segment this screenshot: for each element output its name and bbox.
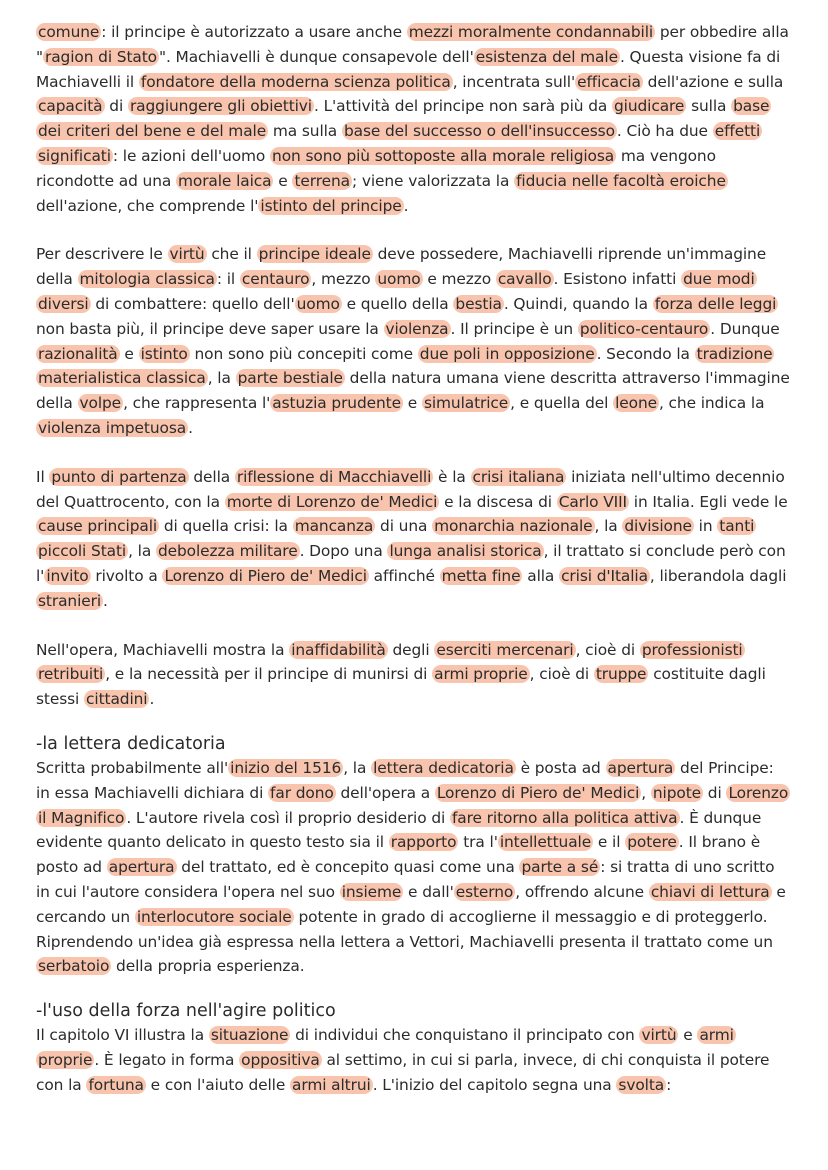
text-run: e il [593, 833, 626, 852]
text-run: , mezzo [311, 270, 376, 289]
highlighted-text: Carlo VIII [558, 492, 628, 511]
text-run: , la [594, 517, 623, 536]
highlighted-text: non sono più sottoposte alla morale religiosa [272, 146, 615, 165]
highlighted-text: due modi diversi [38, 270, 755, 313]
highlighted-text: cavallo [497, 270, 552, 289]
text-run: e [402, 394, 422, 413]
text-run: , offrendo alcune [515, 882, 649, 901]
text-run: potente in grado di accoglierne il messaggio e di proteggerlo. Riprendendo un'idea già espressa nella lettera a Vettori, Machiavelli presenta il trattato come un [36, 907, 773, 951]
highlighted-text: situazione [210, 1026, 289, 1045]
highlighted-text: fondatore della moderna scienza politica [140, 72, 451, 91]
text-run: e quello della [341, 294, 454, 313]
text-run: ". Machiavelli è dunque consapevole dell' [158, 47, 474, 66]
text-run: : [666, 1075, 672, 1094]
highlighted-text: effetti significati [38, 122, 761, 165]
text-run: Il capitolo VI illustra la [36, 1026, 209, 1045]
highlighted-text: monarchia nazionale [434, 517, 593, 536]
text-run: . [403, 196, 409, 215]
text-run: della natura umana viene descritta attraverso l'immagine della [36, 369, 790, 413]
text-run: e mezzo [422, 270, 496, 289]
highlighted-text: leone [615, 394, 657, 413]
text-run: sulla [686, 97, 732, 116]
text-run: . Questa visione fa di Machiavelli il [36, 47, 781, 91]
highlighted-text: serbatoio [38, 957, 110, 976]
text-run: ; viene valorizzata la [351, 171, 515, 190]
text-run: non sono più concepiti come [189, 344, 418, 363]
highlighted-text: invito [46, 566, 89, 585]
text-run: , e la necessità per il principe di munirsi di [105, 665, 433, 684]
highlighted-text: riflessione di Macchiavelli [236, 467, 432, 486]
text-run: del trattato, ed è concepito quasi come una [176, 858, 520, 877]
text-run: di [703, 783, 727, 802]
text-run: Il [36, 467, 50, 486]
highlighted-text: istinto del principe [260, 196, 402, 215]
highlighted-text: simulatrice [423, 394, 509, 413]
text-run: . L'inizio del capitolo segna una [372, 1075, 617, 1094]
text-run: ma vengono ricondotte ad una [36, 146, 716, 190]
text-run: e cercando un [36, 882, 786, 926]
text-run: . È legato in forma [94, 1050, 240, 1069]
text-run: e la discesa di [439, 492, 557, 511]
highlighted-text: parte a sé [521, 858, 599, 877]
highlighted-text: virtù [169, 245, 205, 264]
highlighted-text: apertura [607, 758, 674, 777]
text-run: iniziata nell'ultimo decennio del Quattrocento, con la [36, 467, 785, 511]
text-run: di [104, 97, 128, 116]
highlighted-text: uomo [296, 294, 340, 313]
highlighted-text: uomo [377, 270, 421, 289]
highlighted-text: Lorenzo di Piero de' Medici [436, 783, 640, 802]
highlighted-text: morte di Lorenzo de' Medici [226, 492, 438, 511]
highlighted-text: cause principali [38, 517, 158, 536]
highlighted-text: bestia [455, 294, 502, 313]
highlighted-text: lettera dedicatoria [373, 758, 514, 777]
text-run: . Quindi, quando la [503, 294, 653, 313]
highlighted-text: divisione [624, 517, 692, 536]
text-run: è posta ad [515, 758, 606, 777]
highlighted-text: esterno [455, 882, 514, 901]
text-run: è la [433, 467, 471, 486]
highlighted-text: tanti piccoli Stati [38, 517, 755, 561]
highlighted-text: base del successo o dell'insuccesso [343, 122, 615, 141]
text-run: . È dunque evidente quanto delicato in questo testo sia il [36, 808, 762, 852]
highlighted-text: giudicare [614, 97, 685, 116]
highlighted-text: professionisti retribuiti [38, 640, 743, 684]
highlighted-text: tradizione materialistica classica [38, 344, 773, 388]
text-run: : le azioni dell'uomo [112, 146, 271, 165]
highlighted-text: terrena [294, 171, 350, 190]
text-run: non basta più, il principe deve saper usare la [36, 319, 384, 338]
highlighted-text: politico-centauro [579, 319, 709, 338]
highlighted-text: istinto [140, 344, 188, 363]
highlighted-text: inaffidabilità [291, 640, 386, 659]
text-run: Nell'opera, Machiavelli mostra la [36, 640, 290, 659]
text-run: deve possedere, Machiavelli riprende un'immagine della [36, 245, 767, 289]
text-run: che il [206, 245, 257, 264]
highlighted-text: debolezza militare [157, 542, 298, 561]
highlighted-text: crisi d'Italia [561, 566, 648, 585]
highlighted-text: insieme [341, 882, 402, 901]
highlighted-text: intellettuale [499, 833, 592, 852]
highlighted-text: astuzia prudente [272, 394, 401, 413]
highlighted-text: cittadini [86, 690, 148, 709]
highlighted-text: potere [627, 833, 677, 852]
highlighted-text: virtù [641, 1026, 677, 1045]
paragraph [36, 1023, 790, 1097]
text-run: e [273, 171, 293, 190]
text-run: , la [207, 369, 236, 388]
highlighted-text: forza delle leggi [654, 294, 777, 313]
highlighted-text: razionalità [38, 344, 118, 363]
text-run: della propria esperienza. [111, 957, 305, 976]
highlighted-text: efficacia [577, 72, 641, 91]
text-run: degli [387, 640, 435, 659]
text-run: per obbedire alla " [36, 23, 789, 66]
highlighted-text: volpe [79, 394, 122, 413]
highlighted-text: mitologia classica [79, 270, 215, 289]
text-run: , che indica la [658, 394, 765, 413]
highlighted-text: apertura [108, 858, 175, 877]
highlighted-text: morale laica [177, 171, 272, 190]
text-run: ma sulla [268, 122, 342, 141]
highlighted-text: fare ritorno alla politica attiva [451, 808, 678, 827]
text-run: , [641, 783, 651, 802]
text-run: , la [343, 758, 372, 777]
text-run: . [149, 690, 155, 709]
text-run: , che rappresenta l' [123, 394, 271, 413]
text-run: Per descrivere le [36, 245, 168, 264]
text-run: dell'opera a [335, 783, 435, 802]
highlighted-text: armi proprie [434, 665, 528, 684]
highlighted-text: lunga analisi storica [389, 542, 542, 561]
text-run: del Principe: in essa Machiavelli dichiara di [36, 758, 774, 802]
highlighted-text: crisi italiana [472, 467, 565, 486]
text-run: dell'azione, che comprende l' [36, 196, 259, 215]
paragraph [36, 20, 790, 218]
text-run: . L'autore rivela così il proprio desiderio di [126, 808, 450, 827]
text-run: , incentrata sull' [452, 72, 576, 91]
text-run: di una [375, 517, 433, 536]
highlighted-text: principe ideale [258, 245, 371, 264]
highlighted-text: raggiungere gli obiettivi [129, 97, 312, 116]
text-run: affinché [368, 566, 440, 585]
text-run: dell'azione e sulla [642, 72, 784, 91]
text-run: alla [522, 566, 560, 585]
highlighted-text: stranieri [38, 591, 102, 610]
text-run: . Secondo la [596, 344, 695, 363]
document-body [36, 20, 790, 1097]
highlighted-text: parte bestiale [237, 369, 343, 388]
text-run: , la [128, 542, 156, 561]
text-run: . Esistono infatti [553, 270, 682, 289]
paragraph [36, 638, 790, 712]
text-run: di individui che conquistano il principato con [290, 1026, 640, 1045]
highlighted-text: interlocutore sociale [136, 907, 292, 926]
highlighted-text: violenza [385, 319, 449, 338]
text-run: e con l'aiuto delle [145, 1075, 291, 1094]
text-run: . Ciò ha due [616, 122, 713, 141]
highlighted-text: rapporto [390, 833, 457, 852]
text-run: . Dopo una [299, 542, 388, 561]
highlighted-text: nipote [652, 783, 701, 802]
text-run: , cioè di [529, 665, 594, 684]
highlighted-text: esistenza del male [475, 47, 618, 66]
text-run: in [693, 517, 718, 536]
text-run: in Italia. Egli vede le [629, 492, 788, 511]
highlighted-text: svolta [618, 1075, 665, 1094]
text-run: : si tratta di uno scritto in cui l'autore considera l'opera nel suo [36, 858, 775, 901]
text-run: . Il brano è posto ad [36, 833, 761, 877]
text-run: , liberandola dagli [649, 566, 787, 585]
text-run: . [103, 591, 108, 610]
text-run: Scritta probabilmente all' [36, 758, 229, 777]
highlighted-text: due poli in opposizione [419, 344, 595, 363]
paragraph [36, 756, 790, 979]
text-run: . L'attività del principe non sarà più da [313, 97, 612, 116]
highlighted-text: inizio del 1516 [230, 758, 342, 777]
text-run: di quella crisi: la [159, 517, 293, 536]
highlighted-text: comune [38, 23, 100, 41]
text-run: . Il principe è un [450, 319, 578, 338]
highlighted-text: armi altrui [292, 1075, 371, 1094]
text-run: e dall' [403, 882, 454, 901]
section-heading: -l'uso della forza nell'agire politico [36, 1001, 336, 1022]
highlighted-text: mezzi moralmente condannabili [408, 23, 654, 41]
text-run: rivolto a [90, 566, 163, 585]
highlighted-text: oppositiva [241, 1050, 320, 1069]
highlighted-text: Lorenzo il Magnifico [38, 783, 789, 827]
text-run: , e quella del [510, 394, 614, 413]
text-run: . Dunque [710, 319, 780, 338]
highlighted-text: fortuna [88, 1075, 144, 1094]
highlighted-text: truppe [595, 665, 647, 684]
highlighted-text: mancanza [294, 517, 374, 536]
highlighted-text: centauro [241, 270, 310, 289]
text-run: e [119, 344, 139, 363]
highlighted-text: punto di partenza [51, 467, 187, 486]
highlighted-text: fiducia nelle facoltà eroiche [516, 171, 726, 190]
highlighted-text: ragion di Stato [44, 47, 157, 66]
text-run: : il [216, 270, 240, 289]
text-run: tra l' [458, 833, 498, 852]
highlighted-text: Lorenzo di Piero de' Medici [164, 566, 367, 585]
text-run: della [188, 467, 235, 486]
text-run: , il trattato si conclude però con l' [36, 542, 786, 585]
highlighted-text: base dei criteri del bene e del male [38, 97, 770, 141]
text-run: : il principe è autorizzato a usare anche [101, 23, 407, 41]
paragraph [36, 242, 790, 440]
highlighted-text: chiavi di lettura [650, 882, 770, 901]
text-run: e [678, 1026, 698, 1045]
text-run: al settimo, in cui si parla, invece, di chi conquista il potere con la [36, 1050, 770, 1094]
highlighted-text: armi proprie [38, 1026, 734, 1069]
text-run: di combattere: quello dell' [90, 294, 295, 313]
highlighted-text: violenza impetuosa [38, 418, 187, 437]
paragraph [36, 465, 790, 614]
highlighted-text: metta fine [441, 566, 521, 585]
text-run: , cioè di [575, 640, 640, 659]
highlighted-text: eserciti mercenari [436, 640, 574, 659]
highlighted-text: far dono [270, 783, 334, 802]
highlighted-text: capacità [38, 97, 103, 116]
text-run: . [188, 418, 193, 437]
text-run: costituite dagli stessi [36, 665, 766, 709]
section-heading: -la lettera dedicatoria [36, 733, 226, 754]
